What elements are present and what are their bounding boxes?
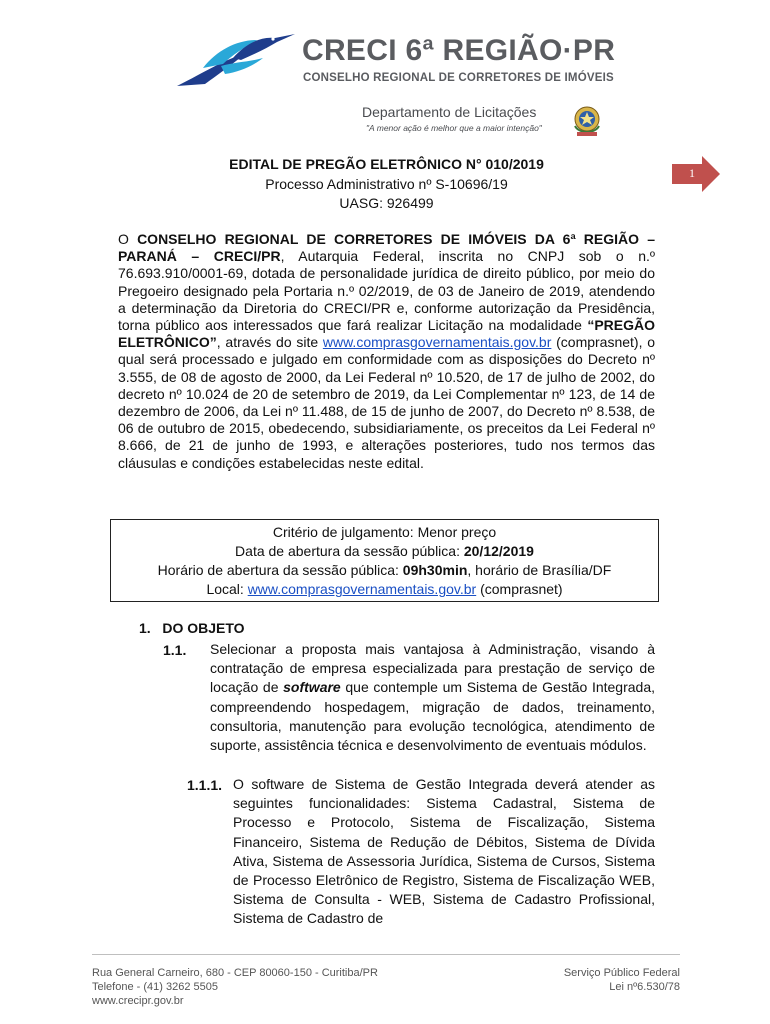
data-label: Data de abertura da sessão pública: [235,543,464,559]
local-suffix: (comprasnet) [476,581,563,597]
footer-law: Lei nº6.530/78 [609,981,680,993]
comprasnet-link[interactable]: www.comprasgovernamentais.gov.br [322,334,552,351]
hummingbird-logo-icon [175,28,297,90]
footer-phone: Telefone - (41) 3262 5505 [92,981,218,993]
intro-text-2: , Autarquia Federal, inscrita no CNPJ sob o n.º 76.693.910/0001-69, dotada de personalidade jurídica de direito público, por meio do Pregoeiro designado pela Portaria n.º 02/2019, de 03 de Janeiro de 2019, atendendo a determinação da Diretoria do CRECI/PR e, conforme autorização da Presidência, torna público aos interessados que fará realizar Licitação na modalidade [118,248,655,334]
footer-address: Rua General Carneiro, 680 - CEP 80060-150 - Curitiba/PR [92,967,378,979]
data-value: 20/12/2019 [463,543,534,559]
intro-text-1: O [118,231,138,247]
subclause-text: O software de Sistema de Gestão Integrada deverá atender as seguintes funcionalidades: Sistema Cadastral, Sistema de Processo e Protocolo, Sistema de Fiscalização, Sistema Financeiro, Sistema de Redução de Débitos, Sistema de Dívida Ativa, Sistema de Assessoria Jurídica, Sistema de Cursos, Sistema de Processo Eletrônico de Registro, Sistema de Fiscalização WEB, Sistema de Consulta - WEB, Sistema de Cadastro Profissional, Sistema de Cadastro de [233,776,655,927]
department-motto: "A menor ação é melhor que a maior intenção" [366,123,542,133]
department-name: Departamento de Licitações [362,104,537,120]
brand-subtitle: CONSELHO REGIONAL DE CORRETORES DE IMÓVEIS [303,72,614,84]
modality-name: “PREGÃO ELETRÔNICO” [118,317,655,351]
intro-text-3: , através do site [216,334,323,351]
coat-of-arms-seal-icon [571,104,603,138]
intro-paragraph [118,231,655,472]
local-label: Local: [206,581,248,597]
footer-website: www.crecipr.gov.br [92,995,184,1007]
criterio-line: Critério de julgamento: Menor preço [272,524,497,540]
brand-title: CRECI 6ª REGIÃO·PR [302,34,616,67]
horario-suffix: , horário de Brasília/DF [467,562,612,578]
local-link[interactable]: www.comprasgovernamentais.gov.br [247,581,477,597]
uasg-code: UASG: 926499 [339,195,434,211]
clause-text-b: que contemple um Sistema de Gestão Integrada, compreendendo hospedagem, migração de dados, treinamento, consultoria, manutenção para evolução tecnológica, atendimento de suporte, assistência técnica e desenvolvimento de eventuais módulos. [210,679,655,754]
organization-name: CONSELHO REGIONAL DE CORRETORES DE IMÓVEIS DA 6ª REGIÃO – PARANÁ – CRECI/PR [118,231,655,265]
clause-number: 1.1. [163,642,187,658]
intro-text-4: (comprasnet), o qual será processado e julgado em conformidade com as disposições do Decreto nº 3.555, de 08 de agosto de 2000, da Lei Federal nº 10.520, de 17 de julho de 2002, do decreto nº 10.024 de 20 de setembro de 2019, da Lei Complementar nº 123, de 14 de dezembro de 2006, da Lei nº 11.488, de 15 de junho de 2007, do Decreto nº 8.538, de 06 de outubro de 2015, obedecendo, subsidiariamente, os preceitos da Lei Federal nº 8.666, de 21 de junho de 1993, e alterações posteriores, tudo nos termos das cláusulas e condições estabelecidas neste edital. [118,334,655,471]
section-heading-text: 1. DO OBJETO [139,620,245,636]
clause-text-a: Selecionar a proposta mais vantajosa à Administração, visando à contratação de empresa especializada para prestação de serviço de locação de [210,641,655,696]
horario-value: 09h30min [402,562,468,578]
session-info-box [110,519,659,602]
footer-service: Serviço Público Federal [563,967,680,979]
page-number: 1 [689,166,695,180]
horario-label: Horário de abertura da sessão pública: [157,562,403,578]
section-heading [139,620,245,636]
clause-text [210,640,655,755]
subclause-number: 1.1.1. [187,777,223,793]
data-line [111,542,658,561]
software-term: software [283,679,341,696]
footer-divider [92,954,680,955]
local-line [111,580,658,599]
horario-line [111,561,658,580]
process-number: Processo Administrativo nº S-10696/19 [265,176,508,192]
document-title: EDITAL DE PREGÃO ELETRÔNICO N° 010/2019 [229,156,544,172]
